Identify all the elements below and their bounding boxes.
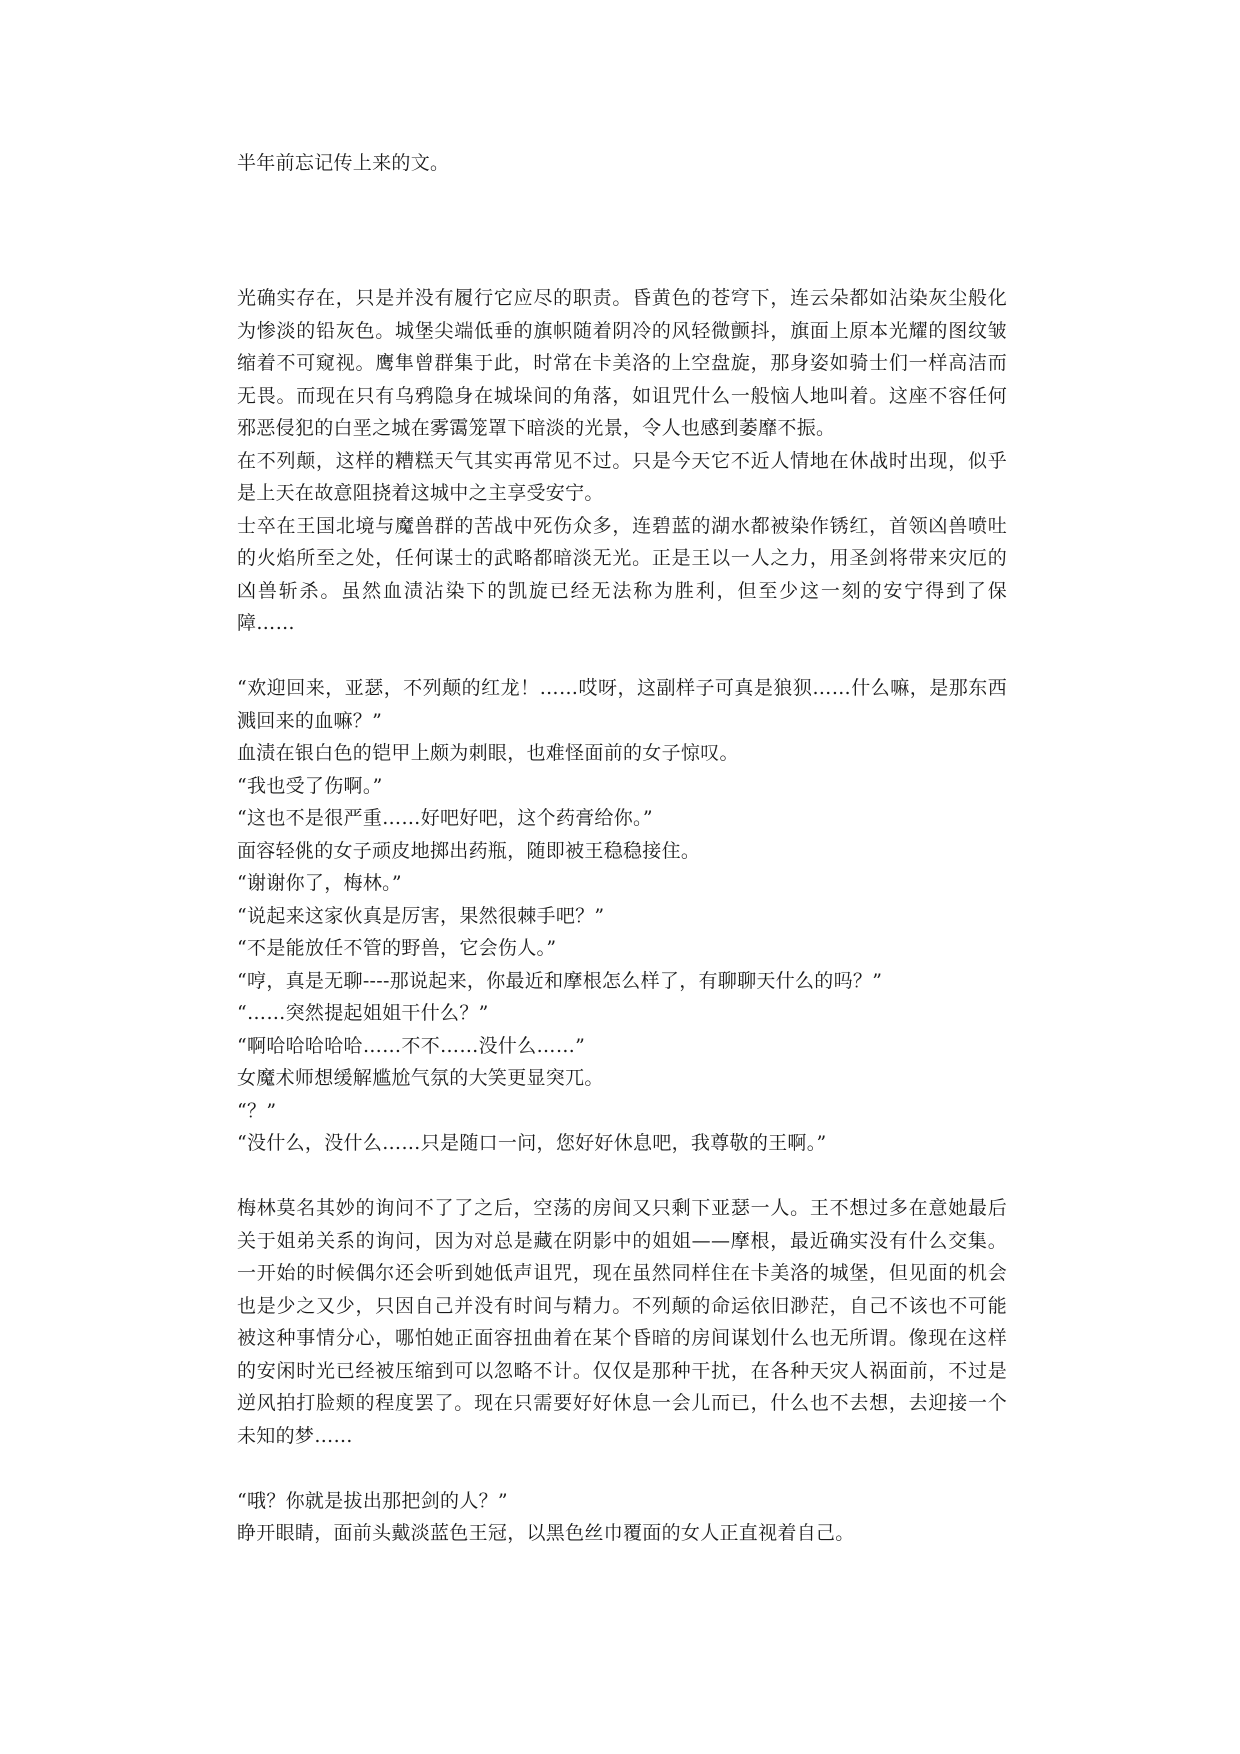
dialogue-line: “说起来这家伙真是厉害，果然很棘手吧？” <box>237 904 605 927</box>
dialogue-line: “哼，真是无聊----那说起来，你最近和摩根怎么样了，有聊聊天什么的吗？” <box>237 969 883 992</box>
paragraph-gap <box>237 640 1007 673</box>
dialogue-line: “这也不是很严重……好吧好吧，这个药膏给你。” <box>237 807 653 829</box>
dialogue-line: “啊哈哈哈哈哈……不不……没什么……” <box>237 1034 586 1057</box>
paragraph-gap <box>237 1452 1007 1485</box>
paragraph: 面容轻佻的女子顽皮地掷出药瓶，随即被王稳稳接住。 <box>237 839 701 862</box>
paragraph-gap <box>237 1160 1007 1193</box>
dialogue-line: “不是能放任不管的野兽，它会伤人。” <box>237 937 557 959</box>
paragraph: 血渍在银白色的铠甲上颇为刺眼，也难怪面前的女子惊叹。 <box>237 742 739 764</box>
paragraph: 梅林莫名其妙的询问不了了之后，空荡的房间又只剩下亚瑟一人。王不想过多在意她最后关于姐弟关系的询问，因为对总是藏在阴影中的姐姐——摩根，最近确实没有什么交集。一开始的时候偶尔还会听到她低声诅咒，现在虽然同样住在卡美洛的城堡，但见面的机会也是少之又少，只因自己并没有时间与精力。不列颠的命运依旧渺茫，自己不该也不可能被这种事情分心，哪怕她正面容扭曲着在某个昏暗的房间谋划什么也无所谓。像现在这样的安闲时光已经被压缩到可以忽略不计。仅仅是那种干扰，在各种天灾人祸面前，不过是逆风拍打脸颊的程度罢了。现在只需要好好休息一会儿而已，什么也不去想，去迎接一个未知的梦…… <box>237 1197 1007 1447</box>
dialogue-line: “……突然提起姐姐干什么？” <box>237 1002 489 1024</box>
dialogue-line: “欢迎回来，亚瑟，不列颠的红龙！……哎呀，这副样子可真是狼狈……什么嘛，是那东西溅回来的血嘛？” <box>237 677 1007 732</box>
dialogue-line: “没什么，没什么……只是随口一问，您好好休息吧，我尊敬的王啊。” <box>237 1132 827 1154</box>
paragraph: 光确实存在，只是并没有履行它应尽的职责。昏黄色的苍穹下，连云朵都如沾染灰尘般化为惨淡的铅灰色。城堡尖端低垂的旗帜随着阴冷的风轻微颤抖，旗面上原本光耀的图纹皱缩着不可窥视。鹰隼曾群集于此，时常在卡美洛的上空盘旋，那身姿如骑士们一样高洁而无畏。而现在只有乌鸦隐身在城垛间的角落，如诅咒什么一般恼人地叫着。这座不容任何邪恶侵犯的白垩之城在雾霭笼罩下暗淡的光景，令人也感到萎靡不振。 <box>237 287 1007 439</box>
paragraph: 女魔术师想缓解尴尬气氛的大笑更显突兀。 <box>237 1067 604 1089</box>
dialogue-line: “谢谢你了，梅林。” <box>237 872 402 894</box>
paragraph: 睁开眼睛，面前头戴淡蓝色王冠，以黑色丝巾覆面的女人正直视着自己。 <box>237 1522 855 1544</box>
dialogue-line: “哦？你就是拔出那把剑的人？” <box>237 1489 508 1512</box>
paragraph: 在不列颠，这样的糟糕天气其实再常见不过。只是今天它不近人情地在休战时出现，似乎是上天在故意阻挠着这城中之主享受安宁。 <box>237 449 1007 504</box>
header-note <box>237 147 1007 180</box>
header-note-text: 半年前忘记传上来的文。 <box>237 152 450 174</box>
story-body <box>237 282 1007 1550</box>
dialogue-line: “我也受了伤啊。” <box>237 774 383 797</box>
dialogue-line: “？” <box>237 1099 277 1122</box>
paragraph: 士卒在王国北境与魔兽群的苦战中死伤众多，连碧蓝的湖水都被染作锈红，首领凶兽喷吐的火焰所至之处，任何谋士的武略都暗淡无光。正是王以一人之力，用圣剑将带来灾厄的凶兽斩杀。虽然血渍沾染下的凯旋已经无法称为胜利，但至少这一刻的安宁得到了保障…… <box>237 514 1007 634</box>
